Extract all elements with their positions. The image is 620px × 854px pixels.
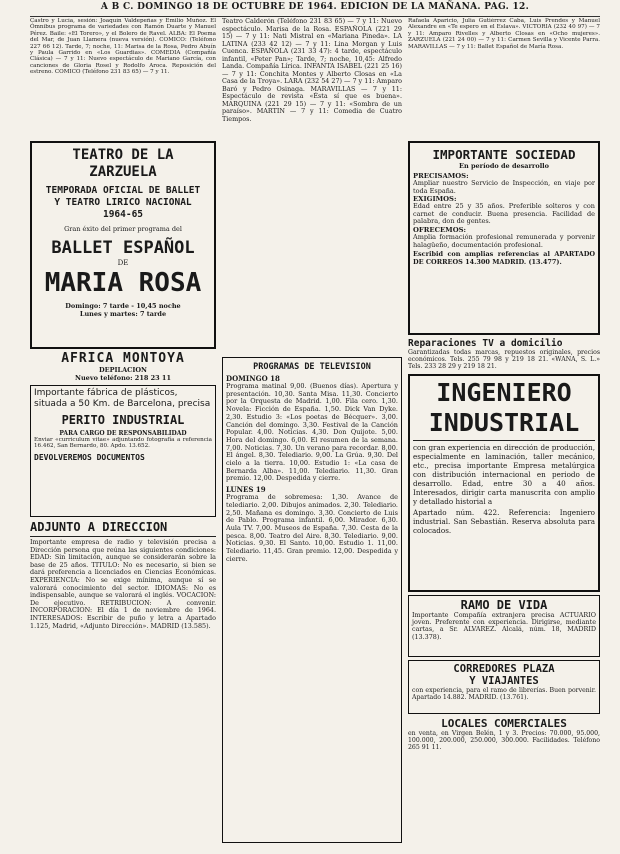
adjunto-body: Importante empresa de radio y televisión precisa a Dirección persona que reúna las siguientes condiciones: EDAD: Sin limitación, aunque se considerarán sobre la base de 25 años. TITULO: No es necesario, si bien se dará preferencia a licenciados en Ciencias Económicas. EXPERIENCIA: No se exige mínima, aunque sí se valorará conocimiento del sector. IDIOMAS: No es indispensable, aunque se valorará el inglés. VOCACION: De ejecutivo. RETRIBUCION: A convenir. INCORPORACION: El día 1 de noviembre de 1964. INTERESADOS: Escribir de puño y letra a Apartado 1.125, Madrid, «Adjunto Dirección». MADRID (13.585). — [30, 538, 216, 630]
tv-body-2: Programa de sobremesa: 1,30. Avance de telediario. 2,00. Dibujos animados. 2,30. Telediario. 2,50. Mañana es domingo. 3,30. Concierto de Luis de Pablo. Programa infantil. 6,00. Mirador. 6,30. Aula TV. 7,00. Museos de España. 7,30. Cesta de la pesca. 8,00. Teatro del Aire. 8,30. Telediario. 9,00. Noticias. 9,30. El Santo. 10,00. Estudio 1. 11,00. Telediario. 11,45. Gran premio. 12,00. Despedida y cierre. — [226, 493, 398, 563]
tv-repair-ad — [408, 338, 600, 371]
ingeniero-rule — [413, 440, 595, 441]
tv-listings — [222, 357, 402, 843]
locales-title: LOCALES COMERCIALES — [441, 716, 567, 730]
sociedad-precisamos: Ampliar nuestro Servicio de Inspección, en viaje por toda España. — [413, 179, 595, 195]
sociedad-sub: En período de desarrollo — [459, 162, 549, 170]
tv-repair-body: Garantizadas todas marcas, repuestos originales, precios económicos. Tels. 255 79 98 y 219 18 21. «WANA, S. L.» Tels. 233 28 29 y 219 18 21. — [408, 349, 600, 371]
sociedad-exigimos-h: EXIGIMOS: — [413, 195, 457, 204]
ingeniero-ad — [408, 374, 600, 592]
sociedad-title: IMPORTANTE SOCIEDAD — [432, 147, 576, 162]
locales-body: en venta, en Virgen Belén, 1 y 3. Precios: 70.000, 95.000, 100.000, 200.000, 250.000, 300.000. Facilidades. Teléfono 265 91 11. — [408, 729, 600, 752]
perito-ad — [30, 385, 216, 517]
africa-title: AFRICA MONTOYA — [61, 351, 185, 366]
sociedad-ofrecemos: Amplia formación profesional remunerada y porvenir halagüeño, documentación profesional. — [413, 232, 595, 249]
adjunto-rule — [30, 536, 216, 537]
zarzuela-schedule: Domingo: 7 tarde - 10,45 noche — [65, 302, 181, 310]
tv-day-1: DOMINGO 18 — [226, 374, 280, 383]
header-text: A B C. DOMINGO 18 DE OCTUBRE DE 1964. EDICION DE LA MAÑANA. PAG. 12. — [100, 2, 530, 12]
ingeniero-body: con gran experiencia en dirección de producción, especialmente en laminación, taller mecánico, etc., precisa importante Empresa metalúrgica con distribución internacional en periodo de desarrollo. Edad, entre 30 a 40 años. Interesados, dirigir carta manuscrita con amplio y detallado historial a — [413, 442, 595, 506]
africa-sub: DEPILACION — [99, 366, 147, 374]
adjunto-title: ADJUNTO A DIRECCION — [30, 520, 168, 534]
sociedad-ofrecemos-h: OFRECEMOS: — [413, 225, 467, 234]
ramo-ad — [408, 595, 600, 657]
zarzuela-ballet: BALLET ESPAÑOL — [51, 238, 195, 258]
column-1 — [30, 18, 216, 854]
corredores-title-2: Y VIAJANTES — [469, 674, 539, 687]
listings-col2: Teatro Calderón (Teléfono 231 83 65) — 7 y 11: Nuevo espectáculo. Marisa de la Rosa. ESPAÑOLA (221 29 15) — 7 y 11: Nati Mistral en «Mariana Pineda». LA LATINA (233 42 12) — 7 y 11: Lina Morgan y Luis Cuenca. ESPAÑOLA (231 33 47): 4 tarde, espectáculo infantil, «Peter Pan»; Tarde, 7; noche, 10,45: Alfredo Landa. Compañía Lírica. INFANTA ISABEL (221 25 16) — 7 y 11: Conchita Montes y Alberto Closas en «La Casa de la Troya». LARA (232 54 27) — 7 y 11: Amparo Baró y Pedro Osinaga. MARAVILLAS — 7 y 11: Espectáculo de revista «Ésta sí que es buena». MARQUINA (221 29 15) — 7 y 11: «Sombra de un paraíso». MARTIN — 7 y 11: Comedia de Cuatro Tiempos. — [222, 18, 402, 123]
zarzuela-season: TEMPORADA OFICIAL DE BALLET Y TEATRO LIRICO NACIONAL 1964-65 — [45, 185, 201, 220]
sociedad-precisamos-h: PRECISAMOS: — [413, 172, 469, 180]
ramo-body: Importante Compañía extranjera precisa ACTUARIO joven. Preferente con experiencia. Dirigirse, mediante cartas, a Sr. ALVAREZ. Alcalá, núm. 18, MADRID (13.378). — [412, 610, 596, 641]
tv-title: PROGRAMAS DE TELEVISION — [253, 362, 371, 372]
locales-ad — [408, 717, 600, 752]
sociedad-ad — [408, 141, 600, 335]
sociedad-contact: Escribid con amplias referencias al APARTADO DE CORREOS 14.300 MADRID. (13.477). — [413, 250, 595, 266]
perito-body: Enviar «curriculum vitae» adjuntando fotografía a referencia 16.462, San Bernardo, 80. Apdo. 13.652. — [34, 437, 212, 450]
zarzuela-ad — [30, 141, 216, 349]
tv-body-1: Programa matinal 9,00. (Buenos días). Apertura y presentación. 10,30. Santa Misa. 11,30. Concierto por la Orquesta de Madrid. 1,00. Fila cero. 1,30. Novela: Ficción de España. 1,50. Dick Van Dyke. 2,30. Estudio 3: «Los poetas de Bécquer». 3,00. Canción del domingo. 3,30. Festival de la Canción Popular. 4,00. Noticias. 4,30. Don Quijote. 5,00. Hora del domingo. 6,00. El resumen de la semana. 7,00. Noticias. 7,30. Un verano para recordar. 8,00. El ángel. 8,30. Telediario. 9,00. La Grúa. 9,30. Del cielo a la tierra. 10,00. Estudio 1: «La casa de Bernarda Alba». 11,00. Telediario. 11,30. Gran premio. 12,00. Despedida y cierre. — [226, 382, 398, 483]
zarzuela-name: MARIA ROSA — [44, 268, 202, 298]
tv-repair-title: Reparaciones TV a domicilio — [408, 338, 563, 349]
ingeniero-title-1: INGENIERO — [436, 377, 572, 407]
perito-sub: PARA CARGO DE RESPONSABILIDAD — [59, 430, 187, 437]
perito-title: PERITO INDUSTRIAL — [61, 413, 185, 427]
column-2 — [222, 18, 402, 854]
zarzuela-closed: Lunes y martes: 7 tarde — [79, 310, 167, 318]
sociedad-exigimos: Edad entre 25 y 35 años. Preferible solteros y con carnet de conducir. Buena presencia. Facilidad de palabra, don de gentes. — [413, 202, 595, 226]
zarzuela-subtitle: Gran éxito del primer programa del — [64, 225, 182, 233]
perito-foot: DEVOLVEREMOS DOCUMENTOS — [34, 452, 145, 462]
ingeniero-title-2: INDUSTRIAL — [428, 407, 580, 437]
corredores-body: con experiencia, para el ramo de librerías. Buen porvenir. Apartado 14.882. MADRID. (13.761). — [412, 686, 596, 701]
zarzuela-title: TEATRO DE LA ZARZUELA — [72, 147, 174, 180]
tv-day-2: LUNES 19 — [226, 485, 266, 495]
column-3 — [408, 18, 600, 854]
corredores-title-1: CORREDORES PLAZA — [453, 662, 555, 675]
listings-col3: Rafaela Aparicio, Julia Gutiérrez Caba, Luis Prendes y Manuel Alexandre en «Te espero en el Eslava». VICTORIA (232 40 97) — 7 y 11: Amparo Rivelles y Alberto Closas en «Ocho mujeres». ZARZUELA (221 24 00) — 7 y 11: Carmen Sevilla y Vicente Parra. MARAVILLAS — 7 y 11: Ballet Español de María Rosa. — [408, 18, 600, 50]
corredores-ad — [408, 660, 600, 714]
perito-intro: Importante fábrica de plásticos, situada a 50 Km. de Barcelona, precisa — [34, 388, 211, 409]
zarzuela-de: DE — [117, 259, 129, 267]
africa-phone: Nuevo teléfono: 218 23 11 — [75, 374, 171, 382]
ingeniero-contact: Apartado núm. 422. Referencia: Ingeniero industrial. San Sebastián. Reserva absoluta para colocados. — [413, 507, 595, 535]
africa-ad — [30, 352, 216, 382]
page-header — [30, 2, 600, 17]
listings-col1: Castro y Lucía, sesión: Joaquín Valdepeñas y Emilio Muñoz. El Ómnibus programa de variedades con Ramón Duarte y Manuel Pérez. Baile: «El Torero», y el Bolero de Ravel. ALBA: El Poema del Mar, de Juan Llamera (nueva versión). COMICO: (Teléfono 227 66 12). Tarde, 7; noche, 11: Marisa de la Rosa, Pedro Abuín y Paula Garrido en «Los Guardias». COMEDIA (Compañía Clásica) — 7 y 11: Nuevo espectáculo de Mariano García, con canciones de Gloria Rosel y Rodolfo Aroca. Reposición del estreno. COMICO (Teléfono 231 83 65) — 7 y 11. — [30, 18, 216, 76]
ramo-title: RAMO DE VIDA — [460, 597, 548, 612]
